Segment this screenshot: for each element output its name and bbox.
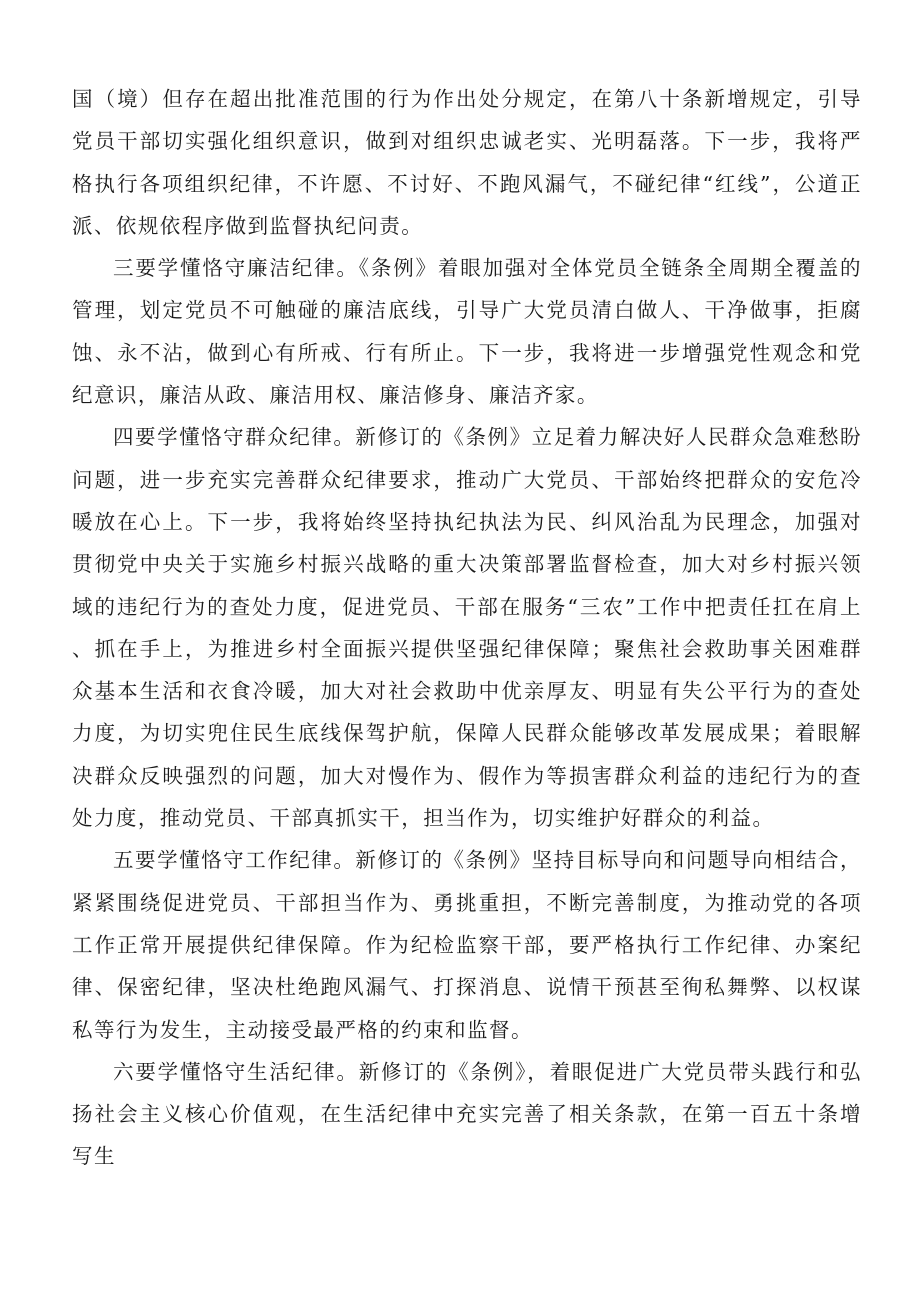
paragraph-mass-discipline: 四要学懂恪守群众纪律。新修订的《条例》立足着力解决好人民群众急难愁盼问题，进一步充实完善群众纪律要求，推动广大党员、干部始终把群众的安危冷暖放在心上。下一步，我将始终坚持执纪执法为民、纠风治乱为民理念，加强对贯彻党中央关于实施乡村振兴战略的重大决策部署监督检查，加大对乡村振兴领域的违纪行为的查处力度，促进党员、干部在服务“三农”工作中把责任扛在肩上、抓在手上，为推进乡村全面振兴提供坚强纪律保障；聚焦社会救助事关困难群众基本生活和衣食冷暖，加大对社会救助中优亲厚友、明显有失公平行为的查处力度，为切实兜住民生底线保驾护航，保障人民群众能够改革发展成果；着眼解决群众反映强烈的问题，加大对慢作为、假作为等损害群众利益的违纪行为的查处力度，推动党员、干部真抓实干，担当作为，切实维护好群众的利益。 <box>72 425 862 831</box>
paragraph-integrity-discipline: 三要学懂恪守廉洁纪律。《条例》着眼加强对全体党员全链条全周期全覆盖的管理，划定党员不可触碰的廉洁底线，引导广大党员清白做人、干净做事，拒腐蚀、永不沾，做到心有所戒、行有所止。下一步，我将进一步增强党性观念和党纪意识，廉洁从政、廉洁用权、廉洁修身、廉洁齐家。 <box>72 256 862 408</box>
paragraph-work-discipline: 五要学懂恪守工作纪律。新修订的《条例》坚持目标导向和问题导向相结合，紧紧围绕促进党员、干部担当作为、勇挑重担，不断完善制度，为推动党的各项工作正常开展提供纪律保障。作为纪检监察干部，要严格执行工作纪律、办案纪律、保密纪律，坚决杜绝跑风漏气、打探消息、说情干预甚至徇私舞弊、以权谋私等行为发生，主动接受最严格的约束和监督。 <box>72 848 862 1042</box>
paragraph-organization-discipline-end: 国（境）但存在超出批准范围的行为作出处分规定，在第八十条新增规定，引导党员干部切实强化组织意识，做到对组织忠诚老实、光明磊落。下一步，我将严格执行各项组织纪律，不许愿、不讨好、不跑风漏气，不碰纪律“红线”，公道正派、依规依程序做到监督执纪问责。 <box>72 87 862 238</box>
paragraph-life-discipline: 六要学懂恪守生活纪律。新修订的《条例》，着眼促进广大党员带头践行和弘扬社会主义核心价值观，在生活纪律中充实完善了相关条款，在第一百五十条增写生 <box>72 1059 862 1169</box>
